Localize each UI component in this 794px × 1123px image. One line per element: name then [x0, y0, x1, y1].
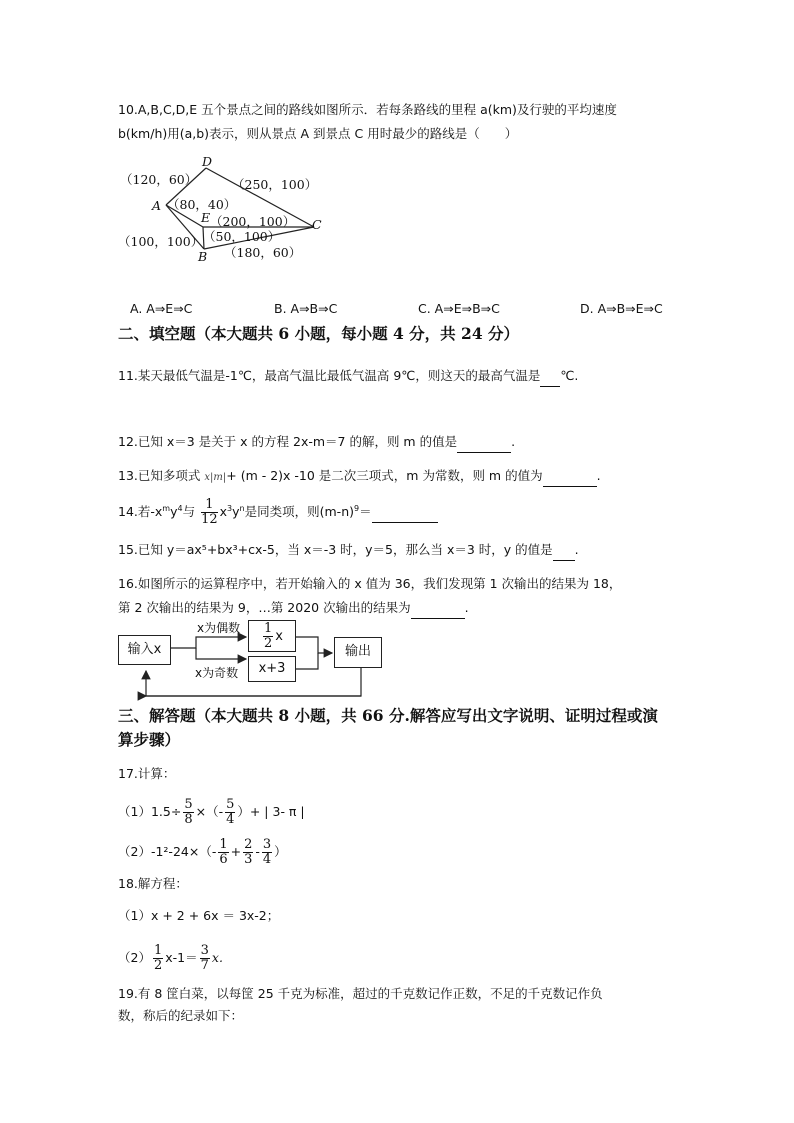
route-label-bc: （180，60）: [224, 245, 302, 260]
q17-p1-frac2-num: 5: [226, 797, 235, 812]
q17-p2-frac3-den: 4: [262, 852, 272, 867]
q18-p2-frac2: [200, 944, 210, 973]
q14-text2: 是同类项，则(m-n): [244, 504, 354, 519]
q16-text2: 第 2 次输出的结果为 9，…第 2020 次输出的结果为: [118, 600, 411, 615]
q17-p2-frac1: [218, 838, 228, 867]
flow-half-box: [248, 620, 296, 652]
q17-p2-plus: +: [230, 844, 242, 859]
q18-p2-frac2-num: 3: [200, 943, 209, 958]
q13-expr: x|m|: [204, 472, 227, 483]
q17-p2-minus: -: [255, 844, 260, 859]
q14-fraction: [201, 498, 218, 527]
q11-text: 11.某天最低气温是-1℃，最高气温比最低气温高 9℃，则这天的最高气温是: [118, 368, 541, 383]
q16-end: .: [464, 600, 469, 615]
route-label-eb: （50，100）: [203, 229, 281, 244]
q18-p2-frac1-den: 2: [153, 958, 163, 973]
q18-p2-frac2-den: 7: [200, 958, 209, 973]
q14-sup-3: 3: [227, 503, 233, 513]
q14-y: y: [170, 504, 178, 519]
section3-heading-line2: 算步骤）: [118, 730, 181, 749]
q14-blank: [372, 502, 438, 523]
q14-frac-num: 1: [201, 498, 218, 513]
q18-p2-text: （2）: [118, 950, 151, 965]
q17-p2-frac3: [262, 838, 272, 867]
q18-p2-frac1: [153, 944, 163, 973]
q14-y2: y: [232, 504, 240, 519]
q15-text: 15.已知 y＝ax⁵+bx³+cx-5，当 x＝-3 时，y＝5，那么当 x＝3 时，y 的值是: [118, 542, 553, 557]
q12-blank: [457, 432, 511, 453]
q15: [118, 540, 579, 561]
point-a-label: A: [152, 198, 162, 213]
q12: [118, 432, 515, 453]
q11-end: ℃.: [560, 368, 579, 383]
point-e-label: E: [201, 210, 211, 225]
q17-p2-frac2: [243, 838, 253, 867]
section2-heading: 二、填空题（本大题共 6 小题，每小题 4 分，共 24 分）: [118, 324, 520, 343]
q17-part2: [118, 838, 287, 867]
q11: [118, 366, 578, 387]
point-b-label: B: [198, 249, 208, 264]
q17-p1-frac1-num: 5: [184, 797, 193, 812]
q15-blank: [553, 540, 575, 561]
flow-plus3-box: x+3: [248, 656, 296, 682]
q13-text: 13.已知多项式: [118, 468, 201, 483]
flow-odd-label: x为奇数: [195, 666, 239, 680]
route-label-ad: （120，60）: [120, 172, 198, 187]
q10-option-c: C. A⇒E⇒B⇒C: [418, 301, 500, 316]
q17-p1-frac2: [225, 798, 235, 827]
q18-p2-var: x.: [211, 950, 223, 965]
q10-line2: b(km/h)用(a,b)表示，则从景点 A 到景点 C 用时最少的路线是（ ）: [118, 126, 518, 141]
q12-end: .: [511, 434, 516, 449]
q17-part1: [118, 798, 305, 827]
q18-title: 18.解方程：: [118, 876, 188, 891]
q18-part1: （1）x + 2 + 6x ＝ 3x-2；: [118, 908, 280, 923]
q12-text: 12.已知 x＝3 是关于 x 的方程 2x-m＝7 的解，则 m 的值是: [118, 434, 458, 449]
q14-text: 14.若-x: [118, 504, 163, 519]
q13-end: .: [596, 468, 601, 483]
q14-sup-4: 4: [177, 503, 183, 513]
q17-p1-text: （1）1.5÷: [118, 804, 182, 819]
q18-p2-text2: x-1＝: [165, 950, 198, 965]
point-c-label: C: [312, 217, 322, 232]
q14-eq: ＝: [359, 504, 372, 519]
q17-p1-frac1-den: 8: [184, 812, 193, 827]
q17-title: 17.计算：: [118, 766, 176, 781]
q17-p1-frac2-den: 4: [226, 812, 235, 827]
q19-line1: 19.有 8 筐白菜，以每筐 25 千克为标准，超过的千克数记作正数，不足的千克数记作负: [118, 986, 603, 1001]
q10-option-a: A. A⇒E⇒C: [130, 301, 193, 316]
q14-and: 与: [182, 504, 196, 519]
q17-p1-frac1: [183, 798, 193, 827]
q16-blank: [411, 598, 465, 619]
section3-heading-line1: 三、解答题（本大题共 8 小题，共 66 分.解答应写出文字说明、证明过程或演: [118, 706, 658, 725]
flow-output-box: 输出: [334, 637, 382, 668]
q14-x: x: [219, 504, 228, 519]
flow-half-num: 1: [264, 620, 273, 636]
q17-p2-frac1-den: 6: [219, 852, 228, 867]
q17-p1-text2: ×（-: [195, 804, 224, 819]
q17-p2-frac3-num: 3: [262, 837, 272, 852]
flow-half-fraction: [263, 622, 273, 651]
q14-sup-9: 9: [354, 503, 360, 513]
q11-blank: [540, 366, 560, 387]
q14-sup-n: n: [239, 503, 245, 513]
q10-option-b: B. A⇒B⇒C: [274, 301, 338, 316]
q14-frac-den: 12: [201, 512, 218, 527]
q17-p2-frac2-num: 2: [244, 837, 253, 852]
route-label-dc: （250，100）: [232, 177, 318, 192]
q14: [118, 498, 438, 527]
q17-p2-close: ）: [274, 844, 287, 859]
q13-text2: + (m - 2)x -10 是二次三项式，m 为常数，则 m 的值为: [226, 468, 543, 483]
q16-line1: 16.如图所示的运算程序中，若开始输入的 x 值为 36，我们发现第 1 次输出的结果为 18，: [118, 576, 622, 591]
flow-input-box: 输入x: [118, 635, 171, 665]
q17-p2-text: （2）-1²-24×（-: [118, 844, 217, 859]
q13: [118, 466, 601, 488]
q17-p2-frac1-num: 1: [219, 837, 228, 852]
q18-p2-frac1-num: 1: [153, 943, 163, 958]
route-label-ab: （100，100）: [118, 234, 204, 249]
point-d-label: D: [202, 154, 213, 169]
flow-half-den: 2: [264, 635, 273, 651]
flow-half-var: x: [275, 628, 283, 644]
q10-option-d: D. A⇒B⇒E⇒C: [580, 301, 663, 316]
q14-sup-m: m: [162, 503, 171, 513]
route-label-ec: （200，100）: [210, 214, 296, 229]
q19-line2: 数，称后的纪录如下：: [118, 1008, 244, 1023]
q17-p1-text3: ）+ | 3- π |: [237, 804, 305, 819]
q15-end: .: [574, 542, 579, 557]
route-label-ae: （80，40）: [167, 197, 237, 212]
q17-p2-frac2-den: 3: [244, 852, 253, 867]
flow-even-label: x为偶数: [197, 621, 241, 635]
q13-blank: [543, 466, 597, 487]
q18-part2: [118, 944, 223, 973]
q10-line1: 10.A,B,C,D,E 五个景点之间的路线如图所示．若每条路线的里程 a(km)及行驶的平均速度: [118, 102, 617, 117]
